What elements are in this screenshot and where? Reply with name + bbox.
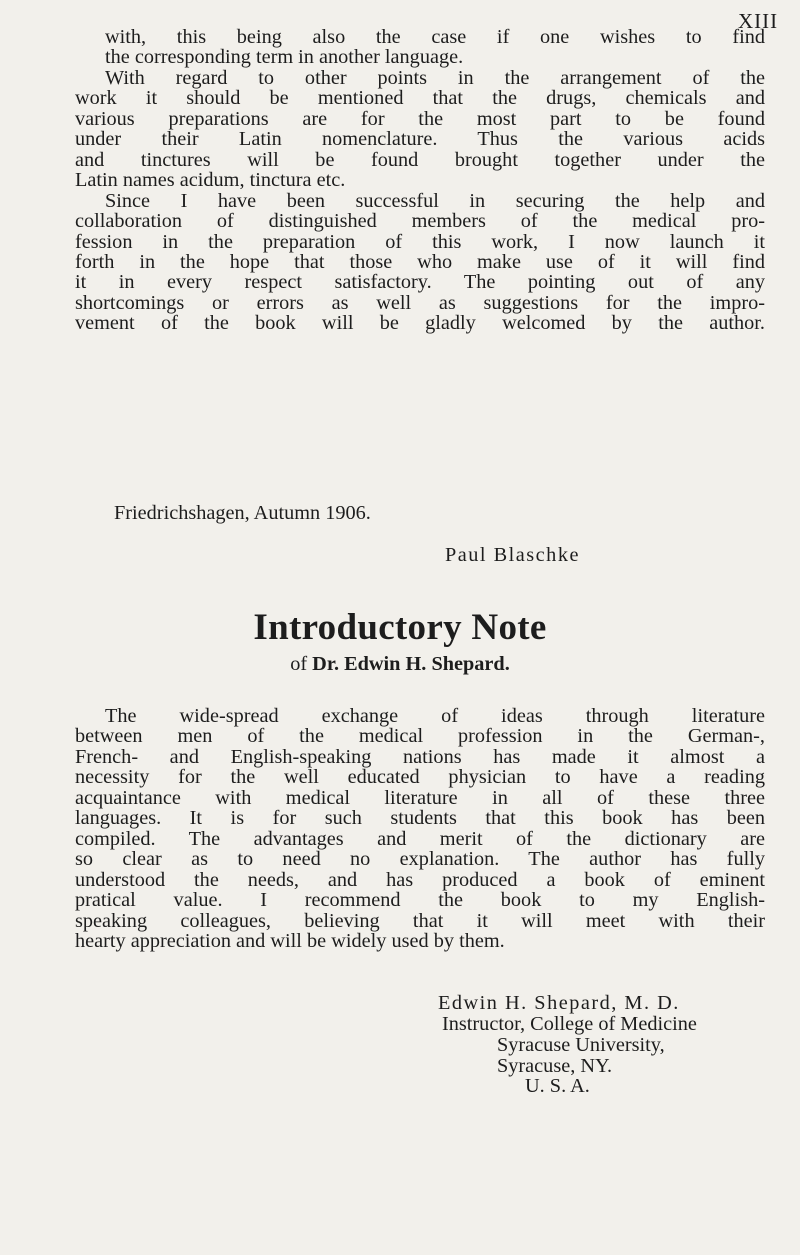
text-line: With regard to other points in the arrangement of the: [105, 66, 765, 89]
introductory-note-text: [75, 706, 765, 951]
subheading-prefix: of: [290, 653, 313, 675]
text-line: fession in the preparation of this work, I now launch it: [75, 230, 765, 253]
signature-country: U. S. A.: [525, 1075, 590, 1097]
place-date: Friedrichshagen, Autumn 1906.: [114, 502, 371, 524]
page-number: XIII: [738, 9, 779, 33]
text-line: work it should be mentioned that the drugs, chemicals and: [75, 87, 765, 110]
text-line: acquaintance with medical literature in all of these three: [75, 786, 765, 809]
section-heading: Introductory Note: [253, 607, 547, 648]
text-line: compiled. The advantages and merit of the dictionary are: [75, 827, 765, 850]
text-line: vement of the book will be gladly welcomed by the author.: [75, 312, 765, 335]
text-line: so clear as to need no explanation. The author has fully: [75, 848, 765, 871]
section-subheading: [0, 653, 800, 676]
text-line: necessity for the well educated physician to have a reading: [75, 766, 765, 789]
signature-name: Edwin H. Shepard, M. D.: [438, 992, 680, 1014]
text-line: languages. It is for such students that this book has been: [75, 807, 765, 830]
text-line: with, this being also the case if one wishes to find: [105, 26, 765, 48]
text-line: collaboration of distinguished members of the medical pro-: [75, 210, 765, 233]
text-line: it in every respect satisfactory. The pointing out of any: [75, 271, 765, 294]
text-line: between men of the medical profession in the German-,: [75, 725, 765, 748]
text-line: The wide-spread exchange of ideas through literature: [105, 705, 765, 727]
signature-city: Syracuse, NY.: [497, 1055, 613, 1077]
text-line: French- and English-speaking nations has made it almost a: [75, 745, 765, 768]
preface-signature: Paul Blaschke: [445, 544, 580, 566]
text-line: forth in the hope that those who make use of it will find: [75, 250, 765, 273]
signature-university: Syracuse University,: [497, 1034, 665, 1056]
preface-text: [75, 27, 765, 334]
text-line: pratical value. I recommend the book to my English-: [75, 889, 765, 912]
text-line: shortcomings or errors as well as suggestions for the impro-: [75, 291, 765, 314]
text-line: and tinctures will be found brought together under the: [75, 148, 765, 171]
text-line: various preparations are for the most part to be found: [75, 107, 765, 130]
text-line: speaking colleagues, believing that it will meet with their: [75, 909, 765, 932]
text-line: hearty appreciation and will be widely used by them.: [75, 929, 505, 952]
signature-title: Instructor, College of Medicine: [442, 1013, 697, 1035]
text-line: Since I have been successful in securing the help and: [105, 189, 765, 212]
text-line: understood the needs, and has produced a book of eminent: [75, 868, 765, 891]
text-line: Latin names acidum, tinctura etc.: [75, 169, 346, 192]
text-line: the corresponding term in another language.: [105, 46, 464, 69]
author-name: Dr. Edwin H. Shepard.: [312, 653, 510, 675]
text-line: under their Latin nomenclature. Thus the various acids: [75, 128, 765, 151]
